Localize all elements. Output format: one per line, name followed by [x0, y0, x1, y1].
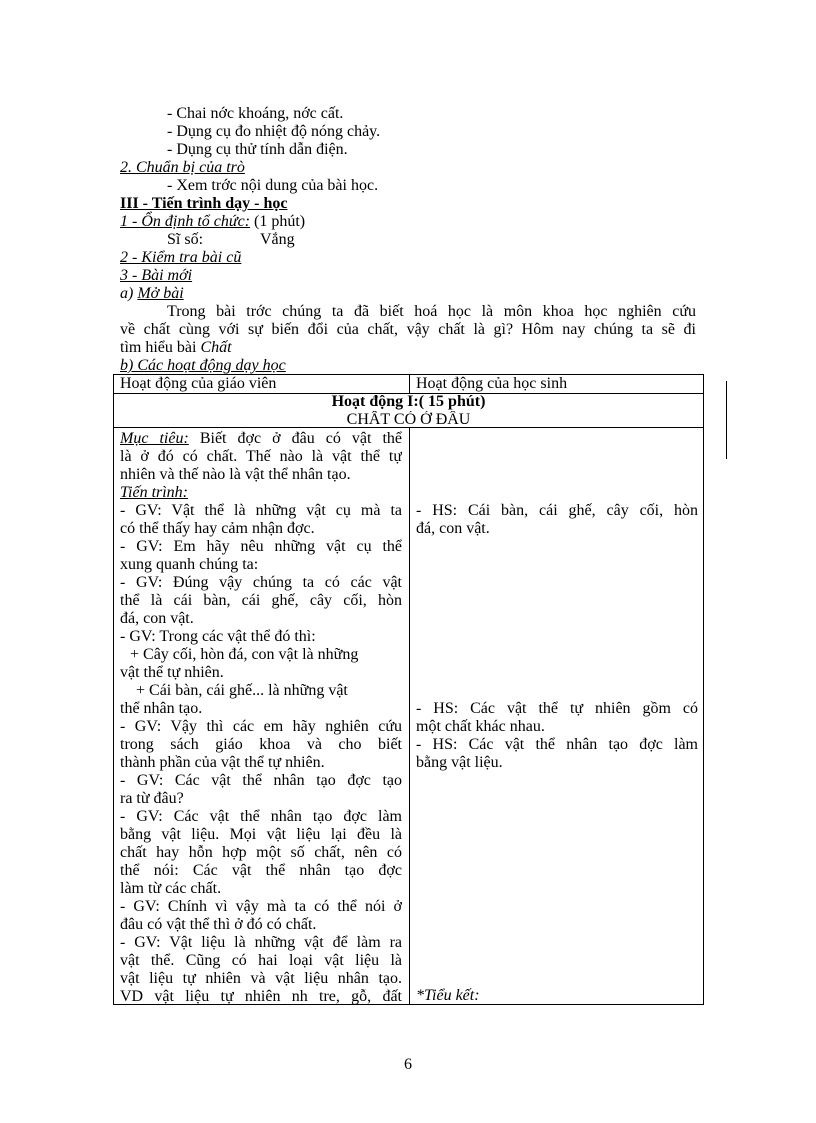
objective-line: nhiên và thế nào là vật thể nhân tạo.: [120, 466, 351, 483]
student-line: bằng vật liệu.: [416, 754, 503, 771]
intro-paragraph-line: về chất cùng với sự biến đổi của chất, vậy chất là gì? Hôm nay chúng ta sẽ đi: [120, 321, 696, 338]
teacher-line: vật thể tự nhiên.: [120, 664, 224, 681]
student-response-cell: [416, 700, 698, 772]
equipment-item: - Dụng cụ đo nhiệt độ nóng chảy.: [167, 123, 381, 140]
objective-label: Mục tiêu:: [120, 430, 189, 447]
teacher-line: thể nhân tạo.: [120, 700, 203, 717]
student-column-header: Hoạt động của học sinh: [416, 375, 568, 392]
teacher-line: VD vật liệu tự nhiên nh tre, gỗ, đất: [120, 988, 402, 1005]
activity-title: Hoạt động I:( 15 phút): [331, 393, 486, 410]
teacher-line: chất hay hỗn hợp một số chất, nên có: [120, 844, 402, 861]
teacher-line: - GV: Vật thể là những vật cụ mà ta: [120, 502, 402, 519]
teacher-line: - GV: Các vật thể nhân tạo đợc làm: [120, 808, 402, 825]
intro-heading: Mở bài: [137, 285, 184, 302]
teacher-line: - GV: Các vật thể nhân tạo đợc tạo: [120, 772, 402, 789]
page-number: 6: [404, 1056, 412, 1073]
teacher-line: đá, con vật.: [120, 610, 194, 627]
old-lesson-heading: 2 - Kiểm tra bài cũ: [120, 249, 242, 266]
objective-line: là ở đó có chất. Thế nào là vật thể tự: [120, 448, 402, 465]
teacher-column-header: Hoạt động của giáo viên: [120, 375, 277, 392]
intro-last-prefix: tìm hiểu bài: [120, 339, 201, 356]
org-line: [120, 213, 305, 231]
intro-last-line: [120, 339, 232, 357]
attendance-label: Sĩ số:: [167, 231, 204, 248]
teacher-line: - GV: Vậy thì các em hãy nghiên cứu: [120, 718, 402, 735]
intro-line: [120, 285, 184, 303]
teacher-line: xung quanh chúng ta:: [120, 556, 259, 573]
intro-paragraph-line: Trong bài trớc chúng ta đã biết hoá học là môn khoa học nghiên cứu: [167, 303, 696, 320]
teacher-line: ra từ đâu?: [120, 790, 184, 807]
process-label: Tiến trình:: [120, 484, 189, 501]
teacher-line: - GV: Em hãy nêu những vật cụ thể: [120, 538, 402, 555]
teacher-activity-cell: [120, 430, 402, 1006]
teacher-line: có thể thấy hay cảm nhận đợc.: [120, 520, 315, 537]
absent-label: Vắng: [260, 231, 295, 248]
student-line: một chất khác nhau.: [416, 718, 545, 735]
teacher-line: trong sách giáo khoa và cho biết: [120, 736, 402, 753]
activity-table: [113, 374, 704, 1005]
summary-label: *Tiểu kết:: [416, 987, 480, 1004]
teacher-line: thể là cái bàn, cái ghế, cây cối, hòn: [120, 592, 402, 609]
column-divider: [409, 427, 410, 1004]
activity-subtitle: CHẤT CÓ Ở ĐÂU: [346, 411, 471, 427]
teacher-line: thể nói: Các vật thể nhân tạo đợc: [120, 862, 402, 879]
teacher-line: thành phần của vật thể tự nhiên.: [120, 754, 325, 771]
student-line: - HS: Các vật thể tự nhiên gồm có: [416, 700, 698, 717]
teacher-line: vật thể. Cũng có hai loại vật liệu là: [120, 952, 402, 969]
teacher-line: làm từ các chất.: [120, 880, 222, 897]
teacher-line: - GV: Đúng vậy chúng ta có các vật: [120, 574, 402, 591]
equipment-item: - Dụng cụ thử tính dẫn điện.: [167, 141, 348, 158]
margin-line: [726, 381, 727, 459]
column-divider: [409, 375, 410, 393]
section-heading: III - Tiến trình dạy - học: [120, 195, 288, 212]
teacher-line: vật liệu tự nhiên và vật liệu nhân tạo.: [120, 970, 402, 987]
objective-line: [120, 430, 402, 448]
teacher-line: + Cái bàn, cái ghế... là những vật: [136, 682, 348, 699]
student-line: - HS: Cái bàn, cái ghế, cây cối, hòn: [416, 502, 698, 519]
student-line: - HS: Các vật thể nhân tạo đợc làm: [416, 736, 698, 753]
teacher-line: bằng vật liệu. Mọi vật liệu lại đều là: [120, 826, 402, 843]
org-heading: 1 - Ổn định tổ chức:: [120, 213, 251, 230]
teacher-line: đâu có vật thể thì ở đó có chất.: [120, 916, 317, 933]
student-response-cell: [416, 502, 698, 538]
teacher-line: - GV: Trong các vật thể đó thì:: [120, 628, 316, 645]
student-line: đá, con vật.: [416, 520, 490, 537]
new-lesson-heading: 3 - Bài mới: [120, 267, 193, 284]
org-time: (1 phút): [250, 213, 306, 230]
objective-text: Biết đợc ở đâu có vật thể: [188, 430, 402, 447]
teacher-line: + Cây cối, hòn đá, con vật là những: [130, 646, 359, 663]
intro-prefix: a): [120, 285, 138, 302]
teacher-line: - GV: Chính vì vậy mà ta có thể nói ở: [120, 898, 402, 915]
intro-lesson-name: Chất: [200, 339, 232, 356]
teacher-line: - GV: Vật liệu là những vật để làm ra: [120, 934, 402, 951]
activities-heading: b) Các hoạt động dạy học: [120, 357, 286, 374]
equipment-item: - Chai nớc khoáng, nớc cất.: [167, 105, 344, 122]
student-prep-item: - Xem trớc nội dung của bài học.: [167, 177, 379, 194]
student-prep-heading: 2. Chuẩn bị của trò: [120, 159, 245, 176]
